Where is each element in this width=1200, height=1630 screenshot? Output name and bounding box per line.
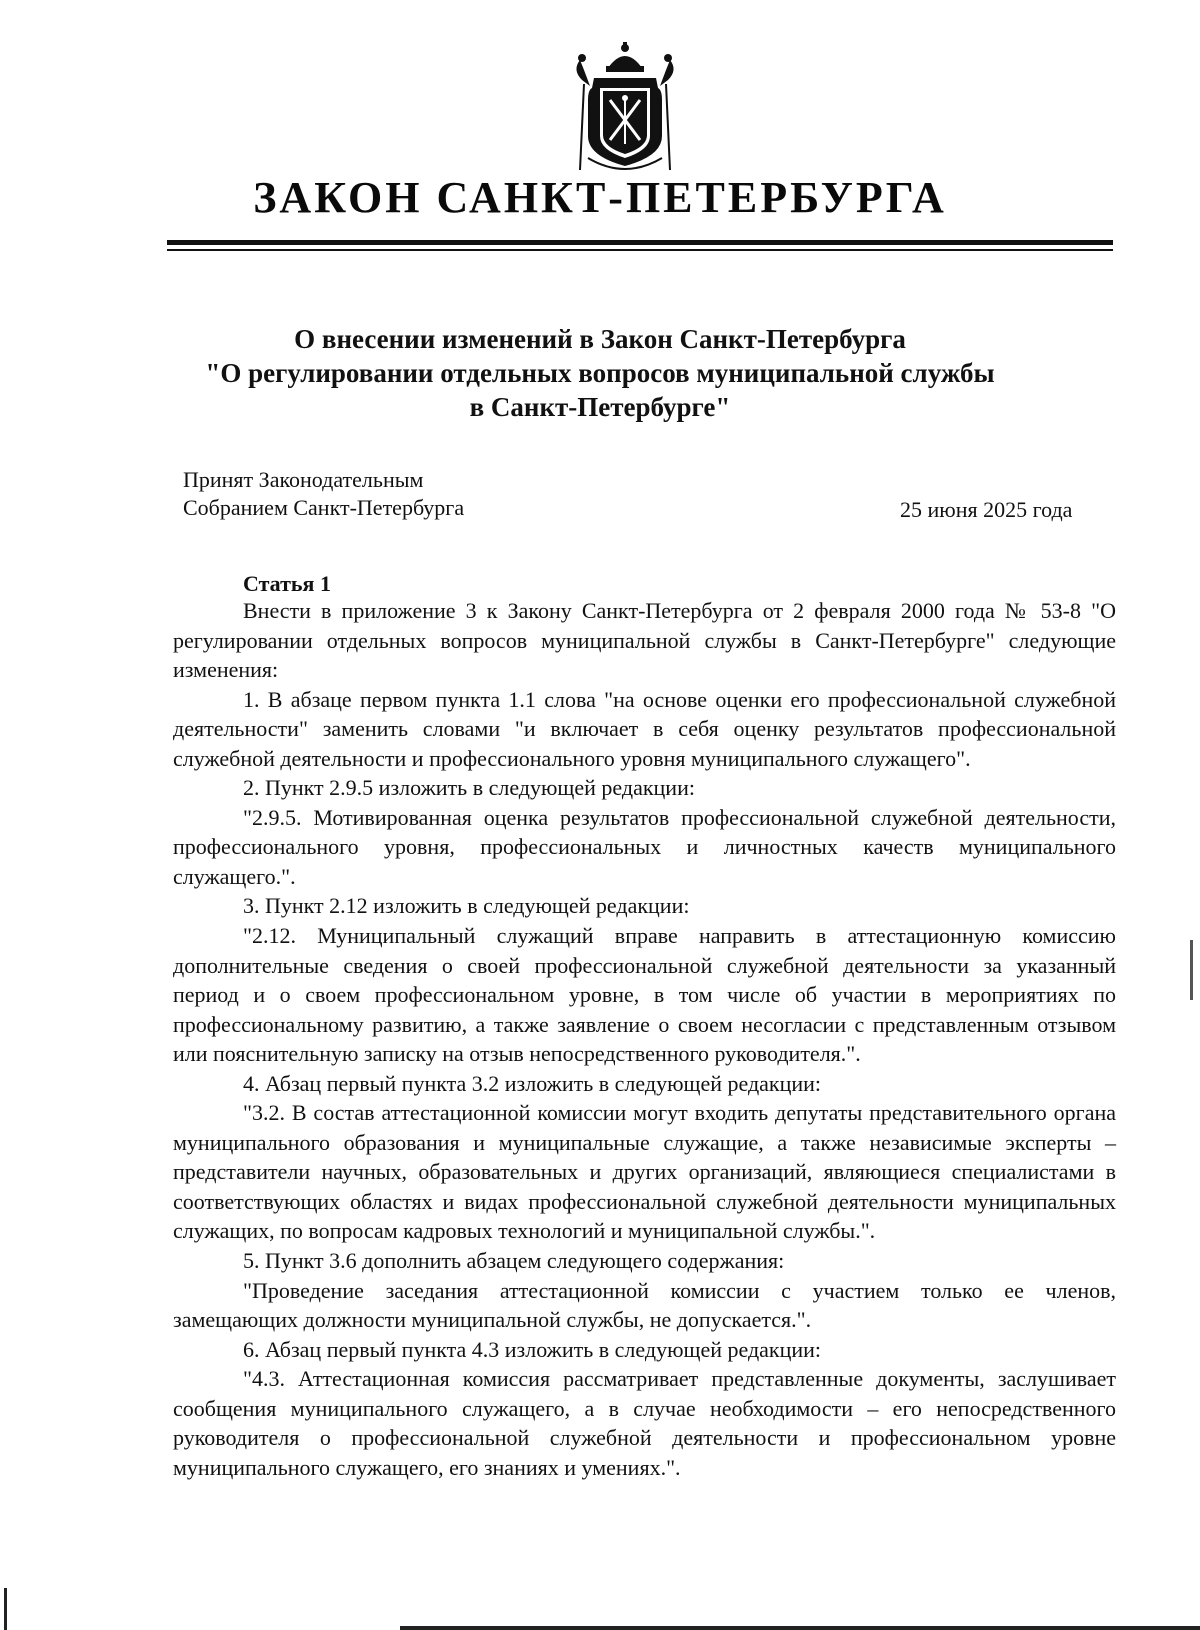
adoption-block — [183, 466, 464, 522]
law-title-line: "О регулировании отдельных вопросов муниципальной службы — [205, 358, 995, 388]
adoption-line: Собранием Санкт-Петербурга — [183, 495, 465, 520]
adoption-line: Принят Законодательным — [183, 467, 424, 492]
paragraph: 6. Абзац первый пункта 4.3 изложить в следующей редакции: — [243, 1336, 822, 1362]
paragraph: "Проведение заседания аттестационной комиссии с участием только ее членов, замещающих должности муниципальной службы, не допускается.". — [173, 1277, 1116, 1333]
scan-artifact — [1190, 940, 1193, 1000]
law-heading: ЗАКОН САНКТ-ПЕТЕРБУРГА — [253, 173, 947, 222]
heading-rule-thin — [167, 249, 1113, 251]
paragraph: 5. Пункт 3.6 дополнить абзацем следующего содержания: — [243, 1248, 785, 1274]
law-title — [150, 322, 1050, 424]
paragraph: Внести в приложение 3 к Закону Санкт-Петербурга от 2 февраля 2000 года № 53-8 "О регулировании отдельных вопросов муниципальной службы в Санкт-Петербурге" следующие изменения: — [173, 598, 1116, 683]
paragraph: 2. Пункт 2.9.5 изложить в следующей редакции: — [243, 775, 695, 801]
heading-rule-thick — [167, 240, 1113, 245]
paragraph: "4.3. Аттестационная комиссия рассматривает представленные документы, заслушивает сообщения муниципального служащего, а в случае необходимости – его непосредственного руководителя о профессиональной служебной деятельности и профессиональном уровне муниципального служащего, его знаниях и умениях.". — [173, 1366, 1116, 1480]
scan-artifact — [4, 1588, 7, 1630]
paragraph: "2.9.5. Мотивированная оценка результатов профессиональной служебной деятельности, профессионального уровня, профессиональных и личностных качеств муниципального служащего.". — [173, 804, 1116, 889]
law-title-line: О внесении изменений в Закон Санкт-Петербурга — [294, 324, 906, 354]
adoption-date: 25 июня 2025 года — [900, 497, 1073, 522]
scan-artifact — [400, 1626, 1200, 1630]
paragraph: 4. Абзац первый пункта 3.2 изложить в следующей редакции: — [243, 1070, 822, 1096]
st-petersburg-coat-of-arms-icon — [570, 40, 680, 180]
paragraph: 3. Пункт 2.12 изложить в следующей редакции: — [243, 893, 690, 919]
paragraph: "3.2. В состав аттестационной комиссии могут входить депутаты представительного органа муниципального образования и муниципальные служащие, а также независимые эксперты – представители научных, образовательных и других организаций, являющиеся специалистами в соответствующих областях и видах профессиональной служебной деятельности муниципальных служащих, по вопросам кадровых технологий и муниципальной службы.". — [173, 1100, 1116, 1244]
law-title-line: в Санкт-Петербурге" — [469, 392, 731, 422]
article-body — [173, 596, 1116, 1482]
paragraph: "2.12. Муниципальный служащий вправе направить в аттестационную комиссию дополнительные сведения о своей профессиональной служебной деятельности за указанный период и о своем профессиональном уровне, в том числе об участии в мероприятиях по профессиональному развитию, а также заявление о своем несогласии с представленным отзывом или пояснительную записку на отзыв непосредственного руководителя.". — [173, 923, 1116, 1067]
article-title: Статья 1 — [243, 571, 331, 596]
paragraph: 1. В абзаце первом пункта 1.1 слова "на основе оценки его профессиональной служебной деятельности" заменить словами "и включает в себя оценку результатов профессиональной служебной деятельности и профессионального уровня муниципального служащего". — [173, 686, 1116, 771]
